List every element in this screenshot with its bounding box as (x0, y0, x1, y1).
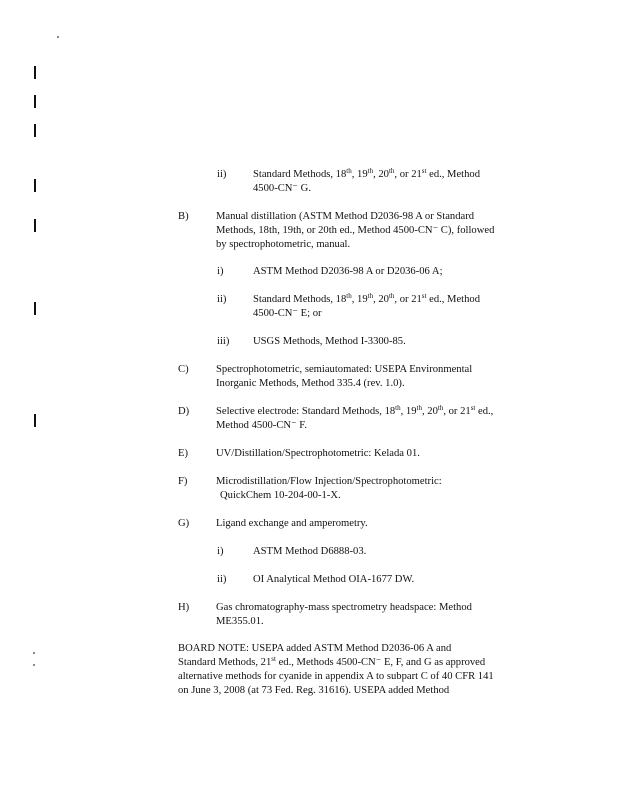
item-text: Microdistillation/Flow Injection/Spectrophotometric: (216, 476, 442, 487)
item-text: ASTM Method D2036-98 A or D2036-06 A; (253, 266, 443, 277)
board-note-line: alternative methods for cyanide in appendix A to subpart C of 40 CFR 141 (178, 671, 494, 682)
item-label: C) (178, 364, 189, 375)
item-label: ii) (217, 294, 227, 305)
revision-bar (34, 66, 36, 79)
revision-bar (34, 302, 36, 315)
page-speck (33, 664, 35, 666)
item-text: 4500-CN⁻ E; or (253, 308, 322, 319)
item-text: ASTM Method D6888-03. (253, 546, 367, 557)
item-text: QuickChem 10-204-00-1-X. (220, 490, 341, 501)
item-text: Methods, 18th, 19th, or 20th ed., Method 4500-CN⁻ C), followed (216, 225, 495, 236)
revision-bar (34, 219, 36, 232)
item-text: OI Analytical Method OIA-1677 DW. (253, 574, 415, 585)
item-text: Ligand exchange and amperometry. (216, 518, 368, 529)
item-text: 4500-CN⁻ G. (253, 183, 311, 194)
item-text: Manual distillation (ASTM Method D2036-98 A or Standard (216, 211, 475, 222)
item-label: B) (178, 211, 189, 222)
item-text: UV/Distillation/Spectrophotometric: Kelada 01. (216, 448, 420, 459)
item-text: Standard Methods, 18th, 19th, 20th, or 21st ed., Method (253, 167, 481, 180)
item-text: Spectrophotometric, semiautomated: USEPA Environmental (216, 364, 473, 375)
item-label: G) (178, 518, 190, 529)
item-text: ME355.01. (216, 616, 264, 627)
item-label: E) (178, 448, 188, 459)
board-note-line: on June 3, 2008 (at 73 Fed. Reg. 31616). USEPA added Method (178, 685, 450, 696)
page-speck (33, 652, 35, 654)
item-text: by spectrophotometric, manual. (216, 239, 351, 250)
revision-bar (34, 95, 36, 108)
item-text: Selective electrode: Standard Methods, 18th, 19th, 20th, or 21st ed., (216, 404, 494, 417)
item-label: ii) (217, 574, 227, 585)
item-text: Method 4500-CN⁻ F. (216, 420, 307, 431)
item-label: ii) (217, 169, 227, 180)
item-label: H) (178, 602, 190, 613)
page-speck (57, 36, 59, 38)
board-note-line: Standard Methods, 21st ed., Methods 4500-CN⁻ E, F, and G as approved (178, 655, 486, 668)
item-text: Gas chromatography-mass spectrometry headspace: Method (216, 602, 472, 613)
item-label: i) (217, 546, 224, 557)
revision-bar (34, 124, 36, 137)
revision-bar (34, 414, 36, 427)
revision-bar (34, 179, 36, 192)
item-label: iii) (217, 336, 230, 347)
item-text: Inorganic Methods, Method 335.4 (rev. 1.0). (216, 378, 405, 389)
item-label: F) (178, 476, 188, 487)
item-text: USGS Methods, Method I-3300-85. (253, 336, 406, 347)
item-text: Standard Methods, 18th, 19th, 20th, or 21st ed., Method (253, 292, 481, 305)
item-label: D) (178, 406, 190, 417)
item-label: i) (217, 266, 224, 277)
board-note-line: BOARD NOTE: USEPA added ASTM Method D2036-06 A and (178, 643, 452, 654)
